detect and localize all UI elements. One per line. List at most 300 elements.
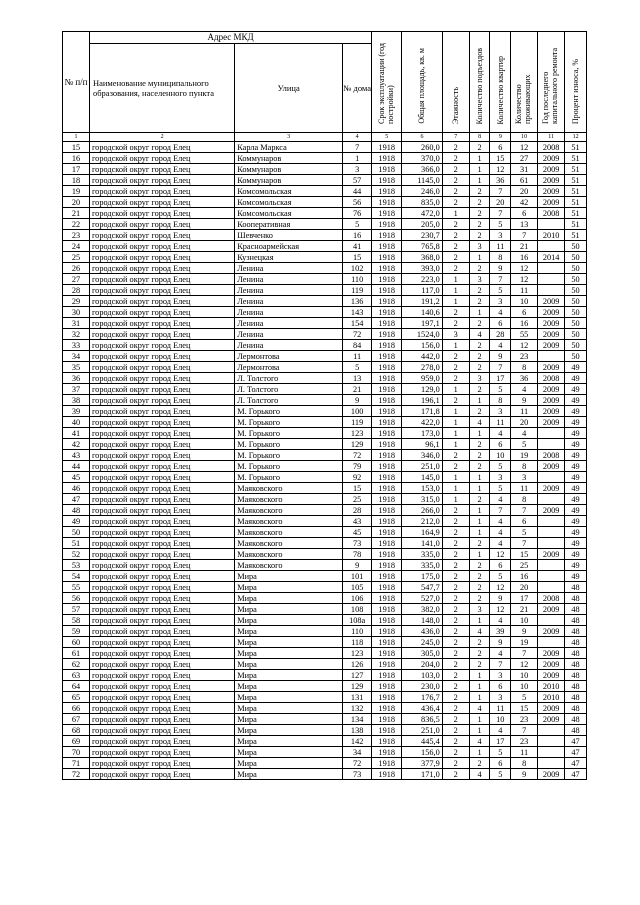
cell-apartments: 4	[490, 516, 511, 527]
cell-street: Мира	[235, 703, 343, 714]
cell-year-built: 1918	[372, 340, 402, 351]
cell-last-repair	[538, 428, 565, 439]
cell-municipality: городской округ город Елец	[89, 483, 234, 494]
cell-last-repair: 2008	[538, 450, 565, 461]
cell-residents: 23	[511, 351, 538, 362]
cell-residents: 8	[511, 362, 538, 373]
cell-last-repair	[538, 351, 565, 362]
cell-wear: 50	[565, 351, 587, 362]
table-row	[63, 692, 587, 703]
cell-residents: 8	[511, 758, 538, 769]
cell-num: 52	[63, 549, 90, 560]
cell-residents: 7	[511, 648, 538, 659]
cell-residents: 4	[511, 428, 538, 439]
cell-municipality: городской округ город Елец	[89, 351, 234, 362]
cell-apartments: 9	[490, 351, 511, 362]
cell-floors: 2	[442, 373, 469, 384]
cell-apartments: 5	[490, 219, 511, 230]
cell-area: 140,6	[402, 307, 442, 318]
cell-apartments: 6	[490, 758, 511, 769]
cell-street: Маяковского	[235, 527, 343, 538]
table-row	[63, 219, 587, 230]
cell-area: 205,0	[402, 219, 442, 230]
cell-street: Ленина	[235, 329, 343, 340]
table-row	[63, 593, 587, 604]
cell-last-repair: 2008	[538, 142, 565, 153]
header-floors	[442, 32, 469, 133]
cell-num: 48	[63, 505, 90, 516]
cell-house: 154	[343, 318, 372, 329]
cell-wear: 51	[565, 153, 587, 164]
cell-wear: 50	[565, 340, 587, 351]
cell-num: 41	[63, 428, 90, 439]
cell-year-built: 1918	[372, 241, 402, 252]
cell-residents: 8	[511, 461, 538, 472]
cell-residents: 21	[511, 241, 538, 252]
cell-entrances: 1	[469, 725, 490, 736]
cell-house: 100	[343, 406, 372, 417]
cell-area: 171,8	[402, 406, 442, 417]
cell-year-built: 1918	[372, 626, 402, 637]
cell-street: Ленина	[235, 318, 343, 329]
cell-municipality: городской округ город Елец	[89, 285, 234, 296]
cell-house: 102	[343, 263, 372, 274]
cell-residents: 10	[511, 615, 538, 626]
cell-residents: 12	[511, 142, 538, 153]
cell-house: 78	[343, 549, 372, 560]
cell-residents: 12	[511, 274, 538, 285]
cell-municipality: городской округ город Елец	[89, 571, 234, 582]
cell-num: 64	[63, 681, 90, 692]
cell-year-built: 1918	[372, 593, 402, 604]
cell-area: 156,0	[402, 747, 442, 758]
cell-wear: 49	[565, 450, 587, 461]
cell-apartments: 10	[490, 714, 511, 725]
cell-house: 11	[343, 351, 372, 362]
cell-street: Кооперативная	[235, 219, 343, 230]
cell-area: 251,0	[402, 725, 442, 736]
cell-last-repair: 2009	[538, 626, 565, 637]
header-apartments-text: Количество квартир	[495, 55, 505, 124]
cell-last-repair	[538, 736, 565, 747]
cell-street: Маяковского	[235, 549, 343, 560]
cell-num: 16	[63, 153, 90, 164]
cell-floors: 2	[442, 175, 469, 186]
cell-house: 1	[343, 153, 372, 164]
cell-area: 212,0	[402, 516, 442, 527]
header-address-group: Адрес МКД	[89, 32, 371, 44]
cell-entrances: 2	[469, 593, 490, 604]
cell-street: Комсомольская	[235, 208, 343, 219]
cell-year-built: 1918	[372, 395, 402, 406]
cell-house: 72	[343, 450, 372, 461]
cell-apartments: 4	[490, 428, 511, 439]
cell-floors: 2	[442, 142, 469, 153]
cell-floors: 2	[442, 505, 469, 516]
cell-num: 37	[63, 384, 90, 395]
cell-wear: 48	[565, 593, 587, 604]
header-wear	[565, 32, 587, 133]
cell-apartments: 4	[490, 648, 511, 659]
column-number: 6	[402, 133, 442, 142]
cell-floors: 2	[442, 450, 469, 461]
cell-floors: 2	[442, 758, 469, 769]
cell-residents: 12	[511, 263, 538, 274]
column-number: 9	[490, 133, 511, 142]
cell-year-built: 1918	[372, 285, 402, 296]
cell-entrances: 2	[469, 461, 490, 472]
cell-year-built: 1918	[372, 692, 402, 703]
cell-last-repair	[538, 274, 565, 285]
cell-floors: 1	[442, 384, 469, 395]
cell-municipality: городской округ город Елец	[89, 428, 234, 439]
cell-apartments: 17	[490, 736, 511, 747]
cell-entrances: 2	[469, 186, 490, 197]
cell-last-repair: 2009	[538, 703, 565, 714]
cell-last-repair: 2009	[538, 340, 565, 351]
cell-area: 368,0	[402, 252, 442, 263]
cell-street: Мира	[235, 736, 343, 747]
cell-apartments: 8	[490, 252, 511, 263]
cell-num: 17	[63, 164, 90, 175]
cell-entrances: 4	[469, 626, 490, 637]
cell-num: 49	[63, 516, 90, 527]
cell-num: 51	[63, 538, 90, 549]
cell-num: 39	[63, 406, 90, 417]
cell-wear: 50	[565, 285, 587, 296]
cell-num: 24	[63, 241, 90, 252]
cell-residents: 7	[511, 725, 538, 736]
cell-house: 119	[343, 285, 372, 296]
cell-num: 67	[63, 714, 90, 725]
cell-municipality: городской округ город Елец	[89, 659, 234, 670]
cell-year-built: 1918	[372, 461, 402, 472]
cell-year-built: 1918	[372, 428, 402, 439]
cell-last-repair	[538, 527, 565, 538]
cell-entrances: 1	[469, 615, 490, 626]
column-number: 1	[63, 133, 90, 142]
cell-num: 28	[63, 285, 90, 296]
cell-num: 34	[63, 351, 90, 362]
cell-residents: 12	[511, 659, 538, 670]
cell-last-repair: 2009	[538, 549, 565, 560]
cell-num: 63	[63, 670, 90, 681]
table-row	[63, 505, 587, 516]
cell-num: 59	[63, 626, 90, 637]
table-row	[63, 340, 587, 351]
cell-floors: 1	[442, 274, 469, 285]
cell-num: 72	[63, 769, 90, 780]
cell-area: 382,0	[402, 604, 442, 615]
cell-street: Мира	[235, 593, 343, 604]
cell-entrances: 2	[469, 406, 490, 417]
cell-municipality: городской округ город Елец	[89, 142, 234, 153]
cell-area: 959,0	[402, 373, 442, 384]
cell-municipality: городской округ город Елец	[89, 450, 234, 461]
cell-area: 527,0	[402, 593, 442, 604]
cell-year-built: 1918	[372, 252, 402, 263]
cell-wear: 50	[565, 252, 587, 263]
cell-municipality: городской округ город Елец	[89, 329, 234, 340]
table-row	[63, 769, 587, 780]
cell-area: 315,0	[402, 494, 442, 505]
table-row	[63, 296, 587, 307]
cell-last-repair	[538, 263, 565, 274]
cell-house: 41	[343, 241, 372, 252]
table-row	[63, 395, 587, 406]
table-row	[63, 362, 587, 373]
header-area	[402, 32, 442, 133]
cell-municipality: городской округ город Елец	[89, 593, 234, 604]
cell-wear: 49	[565, 516, 587, 527]
cell-floors: 2	[442, 725, 469, 736]
cell-area: 377,9	[402, 758, 442, 769]
cell-municipality: городской округ город Елец	[89, 175, 234, 186]
cell-wear: 51	[565, 219, 587, 230]
cell-last-repair	[538, 571, 565, 582]
header-street: Улица	[235, 44, 343, 133]
cell-municipality: городской округ город Елец	[89, 648, 234, 659]
cell-residents: 36	[511, 373, 538, 384]
cell-municipality: городской округ город Елец	[89, 604, 234, 615]
cell-area: 117,0	[402, 285, 442, 296]
cell-year-built: 1918	[372, 384, 402, 395]
cell-num: 15	[63, 142, 90, 153]
cell-wear: 49	[565, 428, 587, 439]
cell-floors: 2	[442, 362, 469, 373]
cell-floors: 2	[442, 549, 469, 560]
cell-wear: 49	[565, 527, 587, 538]
cell-residents: 7	[511, 505, 538, 516]
cell-last-repair	[538, 637, 565, 648]
cell-apartments: 4	[490, 340, 511, 351]
cell-area: 346,0	[402, 450, 442, 461]
cell-wear: 49	[565, 362, 587, 373]
cell-residents: 5	[511, 527, 538, 538]
cell-last-repair: 2009	[538, 461, 565, 472]
cell-num: 62	[63, 659, 90, 670]
cell-street: Ленина	[235, 274, 343, 285]
cell-municipality: городской округ город Елец	[89, 549, 234, 560]
cell-last-repair: 2009	[538, 714, 565, 725]
cell-residents: 20	[511, 582, 538, 593]
cell-floors: 2	[442, 395, 469, 406]
cell-floors: 2	[442, 318, 469, 329]
cell-house: 76	[343, 208, 372, 219]
cell-house: 13	[343, 373, 372, 384]
cell-entrances: 4	[469, 417, 490, 428]
cell-wear: 49	[565, 417, 587, 428]
cell-apartments: 5	[490, 483, 511, 494]
cell-entrances: 2	[469, 384, 490, 395]
cell-wear: 47	[565, 758, 587, 769]
cell-floors: 1	[442, 296, 469, 307]
cell-residents: 7	[511, 538, 538, 549]
cell-street: Маяковского	[235, 483, 343, 494]
table-row	[63, 703, 587, 714]
cell-area: 260,0	[402, 142, 442, 153]
cell-num: 31	[63, 318, 90, 329]
cell-street: Ленина	[235, 263, 343, 274]
cell-year-built: 1918	[372, 197, 402, 208]
cell-residents: 11	[511, 285, 538, 296]
cell-wear: 47	[565, 747, 587, 758]
table-row	[63, 725, 587, 736]
cell-entrances: 2	[469, 340, 490, 351]
cell-residents: 31	[511, 164, 538, 175]
cell-area: 335,0	[402, 560, 442, 571]
cell-year-built: 1918	[372, 307, 402, 318]
cell-num: 38	[63, 395, 90, 406]
table-row	[63, 230, 587, 241]
cell-area: 145,0	[402, 472, 442, 483]
table-row	[63, 417, 587, 428]
table-row	[63, 604, 587, 615]
cell-last-repair	[538, 439, 565, 450]
cell-last-repair: 2008	[538, 208, 565, 219]
cell-house: 105	[343, 582, 372, 593]
column-number: 4	[343, 133, 372, 142]
cell-year-built: 1918	[372, 736, 402, 747]
cell-municipality: городской округ город Елец	[89, 384, 234, 395]
cell-year-built: 1918	[372, 549, 402, 560]
cell-floors: 2	[442, 582, 469, 593]
table-row	[63, 252, 587, 263]
table-row	[63, 439, 587, 450]
cell-municipality: городской округ город Елец	[89, 296, 234, 307]
header-year-built	[372, 32, 402, 133]
column-number: 8	[469, 133, 490, 142]
cell-municipality: городской округ город Елец	[89, 219, 234, 230]
cell-area: 370,0	[402, 153, 442, 164]
cell-num: 58	[63, 615, 90, 626]
cell-floors: 2	[442, 648, 469, 659]
cell-floors: 2	[442, 626, 469, 637]
table-row	[63, 461, 587, 472]
cell-apartments: 10	[490, 450, 511, 461]
cell-wear: 48	[565, 626, 587, 637]
cell-house: 5	[343, 219, 372, 230]
cell-num: 71	[63, 758, 90, 769]
column-number: 11	[538, 133, 565, 142]
table-row	[63, 538, 587, 549]
cell-year-built: 1918	[372, 769, 402, 780]
cell-entrances: 2	[469, 142, 490, 153]
cell-municipality: городской округ город Елец	[89, 626, 234, 637]
cell-municipality: городской округ город Елец	[89, 681, 234, 692]
cell-floors: 2	[442, 714, 469, 725]
column-number: 3	[235, 133, 343, 142]
cell-municipality: городской округ город Елец	[89, 230, 234, 241]
cell-municipality: городской округ город Елец	[89, 153, 234, 164]
cell-residents: 16	[511, 318, 538, 329]
cell-municipality: городской округ город Елец	[89, 736, 234, 747]
cell-floors: 2	[442, 637, 469, 648]
column-number: 7	[442, 133, 469, 142]
cell-area: 204,0	[402, 659, 442, 670]
cell-year-built: 1918	[372, 329, 402, 340]
table-row	[63, 351, 587, 362]
cell-area: 245,0	[402, 637, 442, 648]
cell-street: Карла Маркса	[235, 142, 343, 153]
cell-area: 191,2	[402, 296, 442, 307]
cell-residents: 11	[511, 483, 538, 494]
cell-floors: 2	[442, 604, 469, 615]
cell-entrances: 2	[469, 758, 490, 769]
cell-area: 278,0	[402, 362, 442, 373]
cell-municipality: городской округ город Елец	[89, 582, 234, 593]
cell-last-repair: 2009	[538, 164, 565, 175]
cell-street: М. Горького	[235, 472, 343, 483]
cell-entrances: 1	[469, 670, 490, 681]
cell-area: 835,0	[402, 197, 442, 208]
cell-municipality: городской округ город Елец	[89, 417, 234, 428]
cell-area: 141,0	[402, 538, 442, 549]
cell-year-built: 1918	[372, 604, 402, 615]
cell-last-repair: 2010	[538, 681, 565, 692]
cell-wear: 50	[565, 318, 587, 329]
cell-house: 79	[343, 461, 372, 472]
cell-wear: 48	[565, 670, 587, 681]
cell-wear: 49	[565, 461, 587, 472]
cell-area: 442,0	[402, 351, 442, 362]
cell-floors: 1	[442, 406, 469, 417]
cell-house: 72	[343, 758, 372, 769]
cell-street: Кузнецкая	[235, 252, 343, 263]
column-number: 10	[511, 133, 538, 142]
cell-area: 366,0	[402, 164, 442, 175]
cell-municipality: городской округ город Елец	[89, 725, 234, 736]
cell-floors: 2	[442, 560, 469, 571]
cell-apartments: 7	[490, 274, 511, 285]
cell-apartments: 15	[490, 153, 511, 164]
cell-residents: 9	[511, 395, 538, 406]
cell-floors: 2	[442, 263, 469, 274]
cell-house: 123	[343, 428, 372, 439]
table-row	[63, 648, 587, 659]
cell-year-built: 1918	[372, 439, 402, 450]
header-last-repair-text: Год последнего капитального ремонта	[541, 47, 560, 124]
cell-last-repair: 2009	[538, 505, 565, 516]
cell-apartments: 4	[490, 725, 511, 736]
cell-year-built: 1918	[372, 450, 402, 461]
cell-year-built: 1918	[372, 164, 402, 175]
cell-year-built: 1918	[372, 186, 402, 197]
cell-entrances: 2	[469, 439, 490, 450]
cell-area: 472,0	[402, 208, 442, 219]
cell-street: Мира	[235, 714, 343, 725]
cell-house: 108а	[343, 615, 372, 626]
cell-residents: 5	[511, 439, 538, 450]
cell-area: 1145,0	[402, 175, 442, 186]
cell-residents: 10	[511, 296, 538, 307]
cell-street: М. Горького	[235, 439, 343, 450]
cell-entrances: 1	[469, 428, 490, 439]
cell-apartments: 3	[490, 472, 511, 483]
cell-wear: 47	[565, 736, 587, 747]
cell-last-repair	[538, 516, 565, 527]
cell-floors: 2	[442, 461, 469, 472]
cell-area: 436,0	[402, 626, 442, 637]
cell-num: 25	[63, 252, 90, 263]
cell-house: 131	[343, 692, 372, 703]
cell-num: 57	[63, 604, 90, 615]
cell-area: 1524,0	[402, 329, 442, 340]
cell-last-repair: 2009	[538, 483, 565, 494]
table-row	[63, 582, 587, 593]
cell-entrances: 1	[469, 395, 490, 406]
cell-apartments: 5	[490, 747, 511, 758]
